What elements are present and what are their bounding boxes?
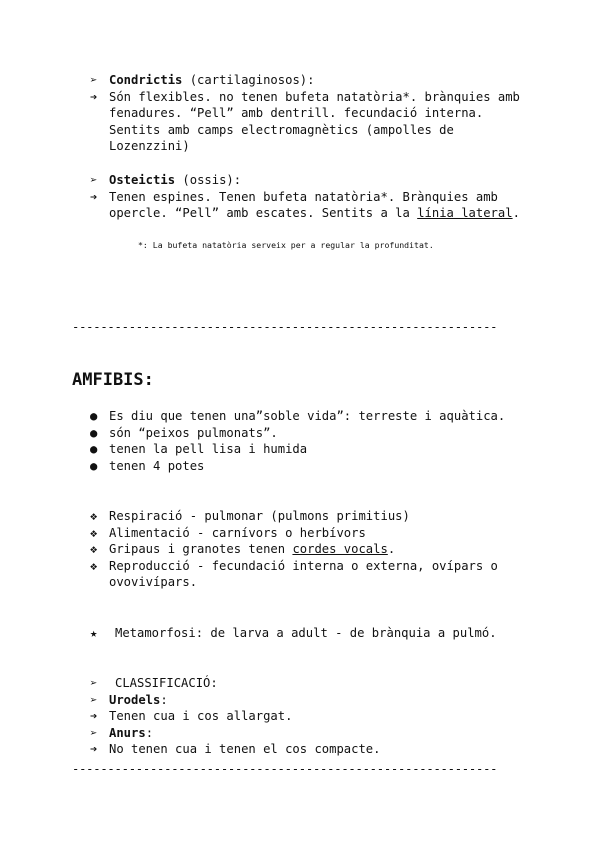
separator-line: ------------------------------------------------------------ xyxy=(72,320,498,334)
metamorfosi-text: Metamorfosi: de larva a adult - de brànquia a pulmó. xyxy=(115,626,497,640)
bullet-icon: ● xyxy=(90,409,98,423)
condrictis-line-3: Sentits amb camps electromagnètics (ampolles de xyxy=(109,122,454,137)
list-item: Respiració - pulmonar (pulmons primitius) xyxy=(109,509,410,523)
anurs-title: Anurs xyxy=(109,725,146,740)
osteictis-section xyxy=(90,172,530,222)
arrow-icon: ➔ xyxy=(90,709,98,724)
condrictis-line-2: fenadures. “Pell” amb dentrill. fecundació interna. xyxy=(109,106,484,121)
separator-line-bottom: ------------------------------------------------------------ xyxy=(72,762,498,776)
classificacio-section xyxy=(90,675,530,758)
list-item-continuation: ovovivípars. xyxy=(109,575,198,590)
list-item: tenen 4 potes xyxy=(109,458,205,473)
anurs-colon: : xyxy=(145,725,154,740)
urodels-title: Urodels xyxy=(109,692,161,707)
diamond-icon: ❖ xyxy=(90,525,98,540)
metamorfosi-item xyxy=(90,625,530,642)
arrow-icon: ➔ xyxy=(90,89,98,104)
condrictis-subtitle: (cartilaginosos): xyxy=(189,73,315,87)
arrowhead-icon: ➢ xyxy=(90,676,98,690)
urodels-text: Tenen cua i cos allargat. xyxy=(109,709,293,724)
list-item: Reproducció - fecundació interna o externa, ovípars o xyxy=(109,558,498,573)
arrowhead-icon: ➢ xyxy=(90,725,98,740)
condrictis-line-4: Lozenzzini) xyxy=(109,139,190,154)
arrowhead-icon: ➢ xyxy=(90,173,98,187)
diamond-icon: ❖ xyxy=(90,542,98,557)
urodels-label xyxy=(109,692,168,709)
osteictis-line-2 xyxy=(90,205,530,222)
osteictis-line-1: Tenen espines. Tenen bufeta natatòria*. Brànquies amb xyxy=(109,189,498,204)
urodels-colon: : xyxy=(160,692,168,707)
star-icon: ★ xyxy=(90,626,98,640)
diamond-icon: ❖ xyxy=(90,558,98,573)
arrowhead-icon: ➢ xyxy=(90,692,98,707)
amfibis-diamond-list xyxy=(90,508,530,591)
osteictis-title: Osteictis xyxy=(109,173,176,187)
list-item: són “peixos pulmonats”. xyxy=(109,425,278,440)
anurs-label xyxy=(109,725,153,742)
linia-lateral-underlined: línia lateral xyxy=(417,206,513,221)
bullet-icon: ● xyxy=(90,458,98,473)
list-item-text: Gripaus i granotes tenen xyxy=(109,542,293,557)
list-item-end: . xyxy=(387,542,396,557)
classificacio-title: CLASSIFICACIÓ: xyxy=(115,676,218,690)
anurs-text: No tenen cua i tenen el cos compacte. xyxy=(109,742,381,757)
list-item: tenen la pell lisa i humida xyxy=(109,442,308,457)
bullet-icon: ● xyxy=(90,442,98,457)
osteictis-line-2-text: opercle. “Pell” amb escates. Sentits a la xyxy=(109,206,418,221)
condrictis-line-1: Són flexibles. no tenen bufeta natatòria*. brànquies amb xyxy=(109,89,520,104)
diamond-icon: ❖ xyxy=(90,509,98,523)
osteictis-subtitle: (ossis): xyxy=(182,173,242,187)
arrowhead-icon: ➢ xyxy=(90,73,98,87)
footnote: *: La bufeta natatòria serveix per a regular la profunditat. xyxy=(138,240,434,250)
arrow-icon: ➔ xyxy=(90,189,98,204)
condrictis-section xyxy=(90,72,530,155)
amfibis-heading: AMFIBIS: xyxy=(72,370,154,390)
list-item xyxy=(109,541,395,558)
bullet-icon: ● xyxy=(90,425,98,440)
cordes-vocals-underlined: cordes vocals xyxy=(292,542,388,557)
arrow-icon: ➔ xyxy=(90,742,98,757)
list-item: Alimentació - carnívors o herbívors xyxy=(109,525,366,540)
condrictis-title: Condrictis xyxy=(109,73,183,87)
list-item: Es diu que tenen una”soble vida”: terreste i aquàtica. xyxy=(109,409,506,423)
osteictis-line-2-end: . xyxy=(512,206,520,221)
amfibis-bullet-list xyxy=(90,408,530,474)
